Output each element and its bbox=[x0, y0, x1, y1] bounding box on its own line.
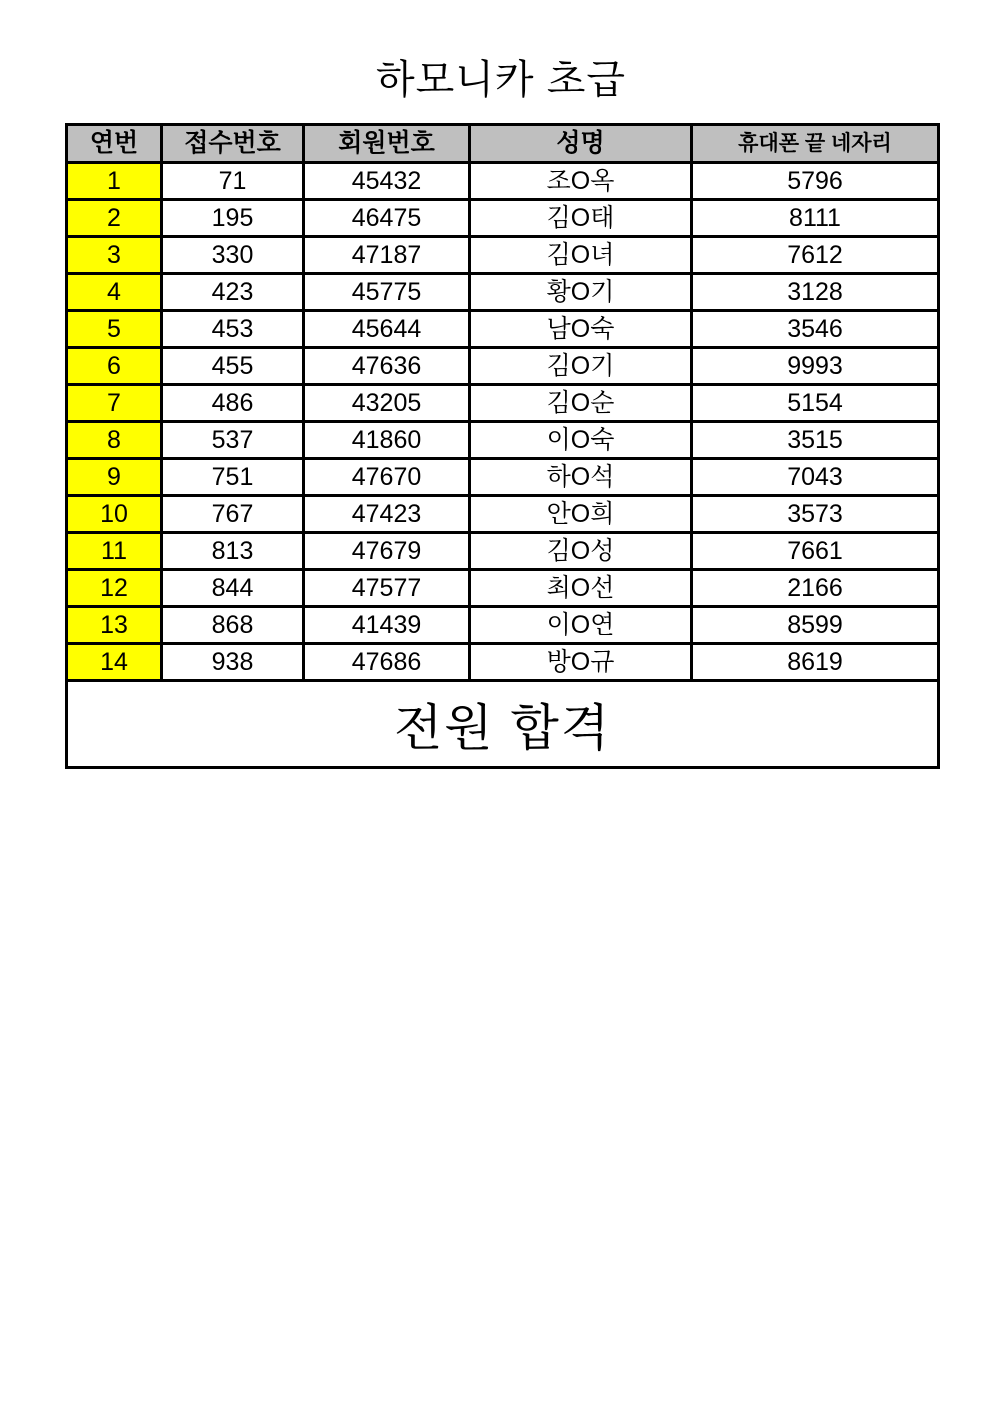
receipt-number-cell: 330 bbox=[162, 237, 304, 274]
member-number-cell: 47423 bbox=[304, 496, 470, 533]
header-no: 연번 bbox=[67, 125, 162, 163]
phone-last4-cell: 3128 bbox=[692, 274, 939, 311]
receipt-number-cell: 938 bbox=[162, 644, 304, 681]
header-receipt-number: 접수번호 bbox=[162, 125, 304, 163]
row-index-cell: 10 bbox=[67, 496, 162, 533]
result-banner: 전원 합격 bbox=[67, 681, 939, 768]
name-cell: 이O숙 bbox=[470, 422, 692, 459]
phone-last4-cell: 8599 bbox=[692, 607, 939, 644]
receipt-number-cell: 767 bbox=[162, 496, 304, 533]
row-index-cell: 14 bbox=[67, 644, 162, 681]
row-index-cell: 11 bbox=[67, 533, 162, 570]
row-index-cell: 1 bbox=[67, 163, 162, 200]
receipt-number-cell: 868 bbox=[162, 607, 304, 644]
table-row bbox=[67, 570, 939, 607]
receipt-number-cell: 844 bbox=[162, 570, 304, 607]
name-cell: 김O순 bbox=[470, 385, 692, 422]
page-title: 하모니카 초급 bbox=[376, 58, 626, 102]
name-cell: 김O성 bbox=[470, 533, 692, 570]
member-number-cell: 41860 bbox=[304, 422, 470, 459]
name-cell: 하O석 bbox=[470, 459, 692, 496]
name-cell: 안O희 bbox=[470, 496, 692, 533]
row-index-cell: 13 bbox=[67, 607, 162, 644]
receipt-number-cell: 423 bbox=[162, 274, 304, 311]
receipt-number-cell: 453 bbox=[162, 311, 304, 348]
table-row bbox=[67, 607, 939, 644]
receipt-number-cell: 195 bbox=[162, 200, 304, 237]
table-row bbox=[67, 311, 939, 348]
row-index-cell: 12 bbox=[67, 570, 162, 607]
row-index-cell: 3 bbox=[67, 237, 162, 274]
name-cell: 김O기 bbox=[470, 348, 692, 385]
receipt-number-cell: 537 bbox=[162, 422, 304, 459]
table-row bbox=[67, 348, 939, 385]
phone-last4-cell: 8111 bbox=[692, 200, 939, 237]
table-row bbox=[67, 237, 939, 274]
name-cell: 최O선 bbox=[470, 570, 692, 607]
member-number-cell: 43205 bbox=[304, 385, 470, 422]
phone-last4-cell: 9993 bbox=[692, 348, 939, 385]
receipt-number-cell: 486 bbox=[162, 385, 304, 422]
row-index-cell: 4 bbox=[67, 274, 162, 311]
table-row bbox=[67, 496, 939, 533]
footer-row bbox=[67, 681, 939, 768]
row-index-cell: 6 bbox=[67, 348, 162, 385]
member-number-cell: 41439 bbox=[304, 607, 470, 644]
header-member-number: 회원번호 bbox=[304, 125, 470, 163]
table-row bbox=[67, 422, 939, 459]
row-index-cell: 8 bbox=[67, 422, 162, 459]
member-number-cell: 47670 bbox=[304, 459, 470, 496]
phone-last4-cell: 5154 bbox=[692, 385, 939, 422]
header-name: 성명 bbox=[470, 125, 692, 163]
name-cell: 남O숙 bbox=[470, 311, 692, 348]
results-table bbox=[65, 123, 940, 769]
table-row bbox=[67, 385, 939, 422]
table-header-row bbox=[67, 125, 939, 163]
member-number-cell: 47636 bbox=[304, 348, 470, 385]
receipt-number-cell: 71 bbox=[162, 163, 304, 200]
row-index-cell: 7 bbox=[67, 385, 162, 422]
member-number-cell: 47187 bbox=[304, 237, 470, 274]
table-row bbox=[67, 533, 939, 570]
name-cell: 김O태 bbox=[470, 200, 692, 237]
table-row bbox=[67, 163, 939, 200]
phone-last4-cell: 7661 bbox=[692, 533, 939, 570]
phone-last4-cell: 5796 bbox=[692, 163, 939, 200]
row-index-cell: 2 bbox=[67, 200, 162, 237]
phone-last4-cell: 2166 bbox=[692, 570, 939, 607]
member-number-cell: 45775 bbox=[304, 274, 470, 311]
member-number-cell: 45644 bbox=[304, 311, 470, 348]
table-row bbox=[67, 459, 939, 496]
phone-last4-cell: 3515 bbox=[692, 422, 939, 459]
phone-last4-cell: 8619 bbox=[692, 644, 939, 681]
member-number-cell: 47679 bbox=[304, 533, 470, 570]
phone-last4-cell: 7043 bbox=[692, 459, 939, 496]
receipt-number-cell: 455 bbox=[162, 348, 304, 385]
member-number-cell: 47577 bbox=[304, 570, 470, 607]
row-index-cell: 5 bbox=[67, 311, 162, 348]
receipt-number-cell: 813 bbox=[162, 533, 304, 570]
table-row bbox=[67, 274, 939, 311]
member-number-cell: 45432 bbox=[304, 163, 470, 200]
member-number-cell: 47686 bbox=[304, 644, 470, 681]
phone-last4-cell: 3546 bbox=[692, 311, 939, 348]
header-phone-last4: 휴대폰 끝 네자리 bbox=[692, 125, 939, 163]
member-number-cell: 46475 bbox=[304, 200, 470, 237]
name-cell: 조O옥 bbox=[470, 163, 692, 200]
name-cell: 이O연 bbox=[470, 607, 692, 644]
phone-last4-cell: 7612 bbox=[692, 237, 939, 274]
phone-last4-cell: 3573 bbox=[692, 496, 939, 533]
table-row bbox=[67, 644, 939, 681]
name-cell: 황O기 bbox=[470, 274, 692, 311]
name-cell: 김O녀 bbox=[470, 237, 692, 274]
name-cell: 방O규 bbox=[470, 644, 692, 681]
receipt-number-cell: 751 bbox=[162, 459, 304, 496]
table-row bbox=[67, 200, 939, 237]
row-index-cell: 9 bbox=[67, 459, 162, 496]
